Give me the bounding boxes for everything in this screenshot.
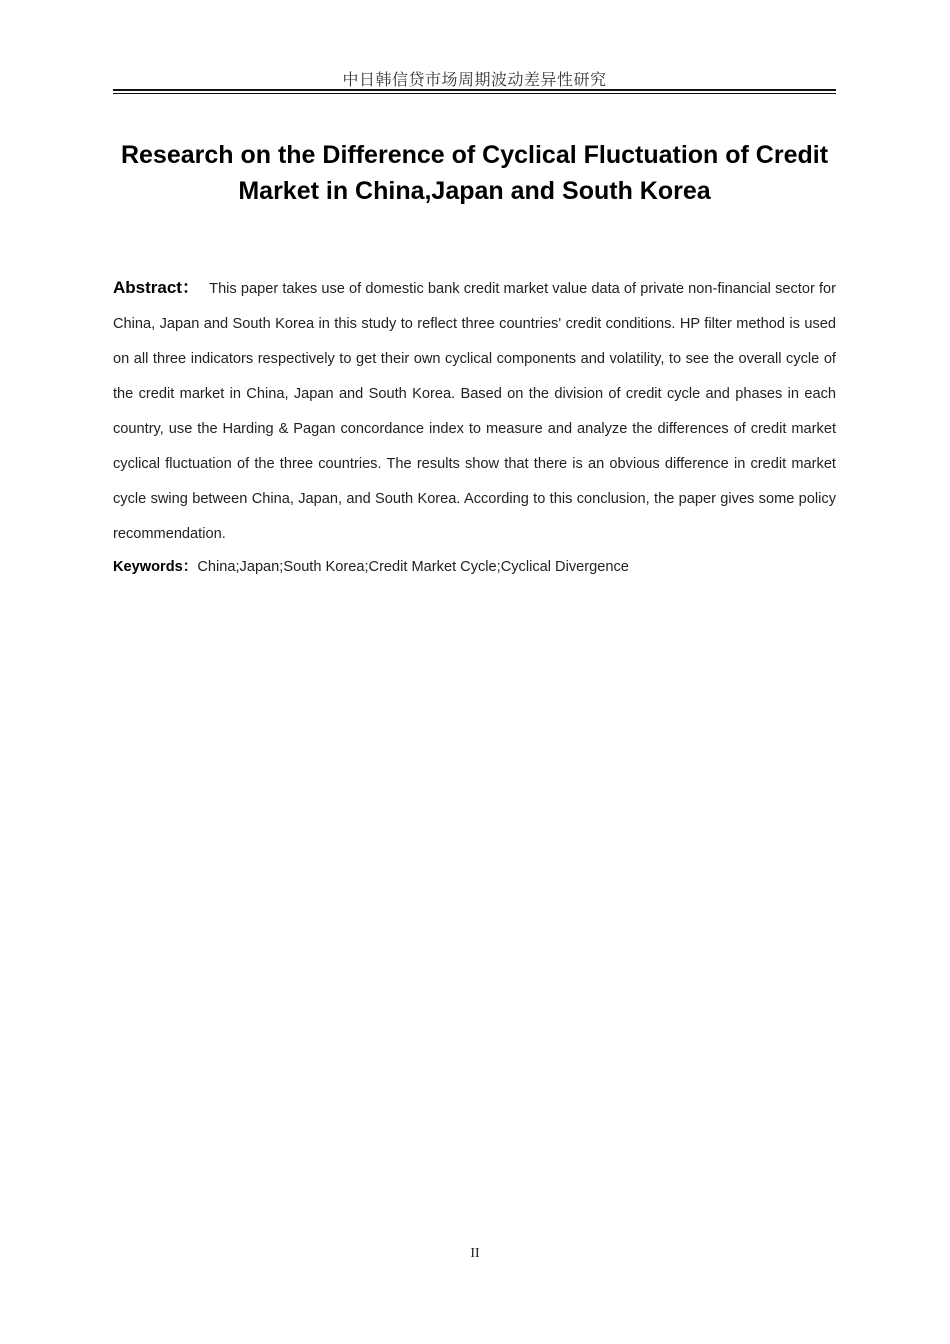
keywords-text: China;Japan;South Korea;Credit Market Cycle;Cyclical Divergence xyxy=(197,559,629,575)
abstract-label: Abstract： xyxy=(113,278,200,297)
abstract xyxy=(113,270,836,552)
header-rule-thin xyxy=(113,93,836,94)
page-number: II xyxy=(470,1246,480,1261)
keywords xyxy=(113,555,836,579)
paper-title-line-1: Research on the Difference of Cyclical Fluctuation of Credit xyxy=(120,141,829,169)
paper-title-line-2: Market in China,Japan and South Korea xyxy=(238,177,711,205)
abstract-text: This paper takes use of domestic bank credit market value data of private non-financial sector for China, Japan and South Korea in this study to reflect three countries' credit conditions. HP filter method is used on all three indicators respectively to get their own cyclical components and volatility, to see the overall cycle of the credit market in China, Japan and South Korea. Based on the division of credit cycle and phases in each country, use the Harding & Pagan concordance index to measure and analyze the differences of credit market cyclical fluctuation of the three countries. The results show that there is an obvious difference in credit market cycle swing between China, Japan, and South Korea. According to this conclusion, the paper gives some policy recommendation. xyxy=(113,281,836,542)
header-rule-thick xyxy=(113,89,836,91)
paper-title xyxy=(113,137,836,209)
keywords-label: Keywords： xyxy=(113,559,198,575)
running-header: 中日韩信贷市场周期波动差异性研究 xyxy=(342,70,607,89)
